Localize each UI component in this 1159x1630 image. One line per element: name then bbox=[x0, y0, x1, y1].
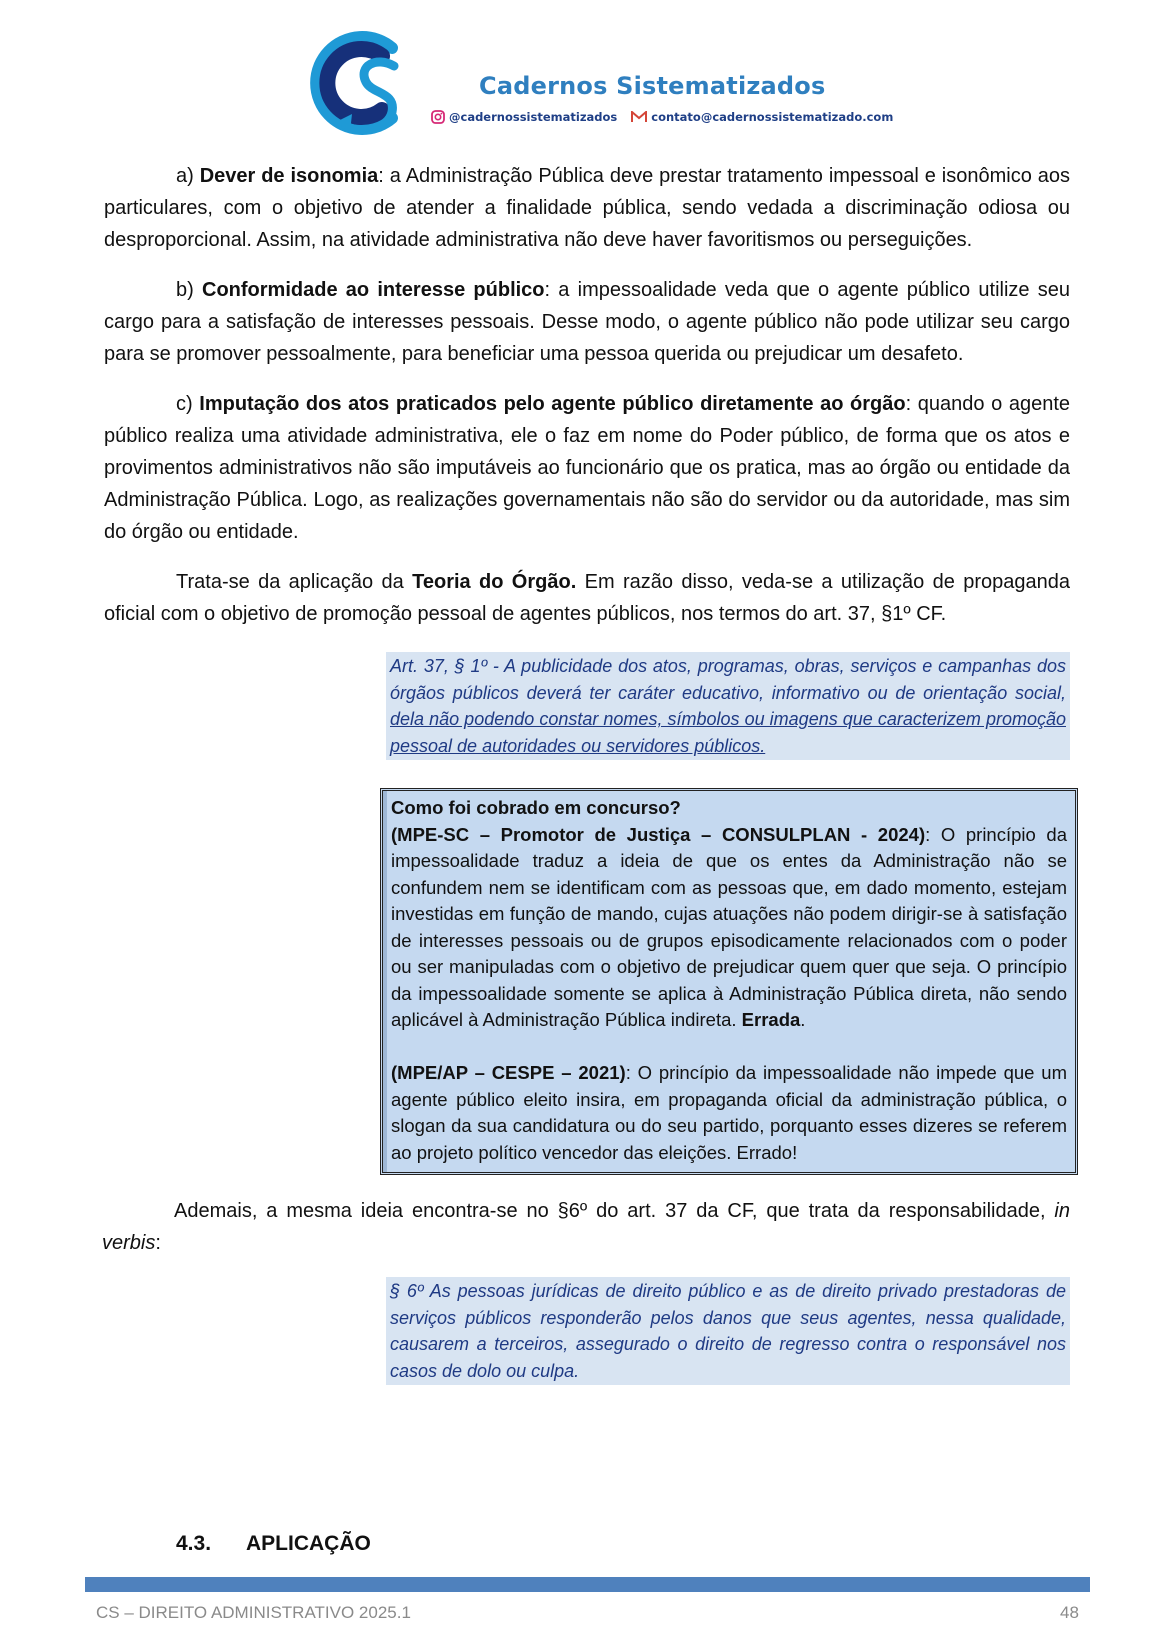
paragraph-c-text: : quando o agente público realiza uma atividade administrativa, ele o faz em nome do Poder público, de forma que os atos e provimentos administrativos não são imputáveis ao funcionário que os pratica, mas ao órgão ou entidade da Administração Pública. Logo, as realizações governamentais não são do servidor ou da autoridade, mas sim do órgão ou entidade. bbox=[104, 393, 1071, 543]
teoria-do-orgao-term: Teoria do Órgão. bbox=[412, 571, 577, 593]
quote-art37-par6 bbox=[386, 1277, 1070, 1385]
paragraph-a-prefix: a) bbox=[176, 165, 200, 187]
contact-email: contato@cadernossistematizado.com bbox=[651, 110, 894, 124]
quote1-underlined: dela não podendo constar nomes, símbolos ou imagens que caracterizem promoção pessoal de autoridades ou servidores públicos. bbox=[390, 709, 1066, 756]
instagram-icon bbox=[431, 110, 445, 124]
page-body bbox=[104, 160, 1070, 1413]
page-header bbox=[0, 0, 1159, 160]
exam-q1-answer: Errada bbox=[741, 1009, 801, 1030]
paragraph-a-term: Dever de isonomia bbox=[199, 165, 379, 187]
mail-icon bbox=[631, 111, 647, 123]
footer-title: CS – DIREITO ADMINISTRATIVO 2025.1 bbox=[96, 1603, 411, 1622]
paragraph-teoria bbox=[104, 566, 1070, 630]
paragraph-b-term: Conformidade ao interesse público bbox=[202, 279, 545, 301]
exam-q1-end: . bbox=[800, 1009, 806, 1030]
exam-question-2 bbox=[391, 1060, 1067, 1166]
exam-question-1 bbox=[391, 822, 1067, 1034]
paragraph-c-prefix: c) bbox=[176, 393, 200, 415]
brand-contacts bbox=[431, 110, 893, 124]
paragraph-a bbox=[104, 160, 1070, 256]
paragraph-b-prefix: b) bbox=[176, 279, 203, 301]
section-number: 4.3. bbox=[176, 1532, 212, 1555]
exam-q2-source: (MPE/AP – CESPE – 2021) bbox=[391, 1062, 626, 1083]
paragraph-teoria-post: Em razão disso, veda-se a utilização de propaganda oficial com o objetivo de promoção pessoal de agentes públicos, nos termos do art. 37, §1º CF. bbox=[104, 571, 1070, 625]
exam-q1-source: (MPE-SC – Promotor de Justiça – CONSULPLAN - 2024) bbox=[391, 823, 926, 845]
paragraph-a-text: : a Administração Pública deve prestar tratamento impessoal e isonômico aos particulares, com o objetivo de atender a finalidade pública, sendo vedada a discriminação odiosa ou desproporcional. Assim, na atividade administrativa não deve haver favoritismos ou perseguições. bbox=[104, 165, 1071, 251]
paragraph-ademais-post: : bbox=[155, 1232, 161, 1254]
paragraph-c-term: Imputação dos atos praticados pelo agente público diretamente ao órgão bbox=[199, 393, 906, 415]
page-number: 48 bbox=[1060, 1603, 1079, 1622]
paragraph-c bbox=[104, 388, 1070, 548]
exam-q1-text: : O princípio da impessoalidade traduz a ideia de que os entes da Administração não se confundem nem se identificam com as pessoas que, em dado momento, estejam investidas em função de mando, cujas atuações não podem dirigir-se à satisfação de interesses pessoais ou de grupos episodicamente relacionados com o poder ou ser manipuladas com o objetivo de prejudicar quem quer que seja. O princípio da impessoalidade somente se aplica à Administração Pública direta, não sendo aplicável à Administração Pública indireta. bbox=[391, 823, 1067, 1030]
exam-box bbox=[380, 788, 1078, 1175]
instagram-handle: @cadernossistematizados bbox=[449, 110, 618, 124]
section-heading bbox=[176, 1532, 371, 1556]
paragraph-ademais-pre: Ademais, a mesma ideia encontra-se no §6º do art. 37 da CF, que trata da responsabilidade, bbox=[174, 1200, 1055, 1222]
exam-q2-text: : O princípio da impessoalidade não impede que um agente público eleito insira, em propaganda oficial da administração pública, o slogan da sua candidatura ou do seu partido, porquanto esses dizeres se referem ao projeto político vencedor das eleições. Errado! bbox=[391, 1062, 1067, 1163]
in-verbis: in verbis bbox=[102, 1200, 1070, 1254]
quote1-text: Art. 37, § 1º - A publicidade dos atos, programas, obras, serviços e campanhas dos órgãos públicos deverá ter caráter educativo, informativo ou de orientação social, bbox=[390, 656, 1066, 703]
paragraph-ademais bbox=[102, 1195, 1070, 1259]
paragraph-teoria-pre: Trata-se da aplicação da bbox=[176, 571, 413, 593]
section-title: APLICAÇÃO bbox=[246, 1532, 371, 1555]
footer-bar bbox=[85, 1577, 1090, 1592]
quote-art37-par1 bbox=[386, 652, 1070, 760]
exam-box-title: Como foi cobrado em concurso? bbox=[391, 797, 681, 818]
paragraph-b-text: : a impessoalidade veda que o agente público utilize seu cargo para a satisfação de interesses pessoais. Desse modo, o agente público não pode utilizar seu cargo para se promover pessoalmente, para beneficiar uma pessoa querida ou prejudicar um desafeto. bbox=[104, 279, 1070, 365]
brand-name: Cadernos Sistematizados bbox=[479, 72, 826, 100]
quote2-text: § 6º As pessoas jurídicas de direito público e as de direito privado prestadoras de serviços públicos responderão pelos danos que seus agentes, nessa qualidade, causarem a terceiros, assegurado o direito de regresso contra o responsável nos casos de dolo ou culpa. bbox=[390, 1281, 1066, 1381]
paragraph-b bbox=[104, 274, 1070, 370]
cs-logo-icon bbox=[306, 26, 416, 148]
